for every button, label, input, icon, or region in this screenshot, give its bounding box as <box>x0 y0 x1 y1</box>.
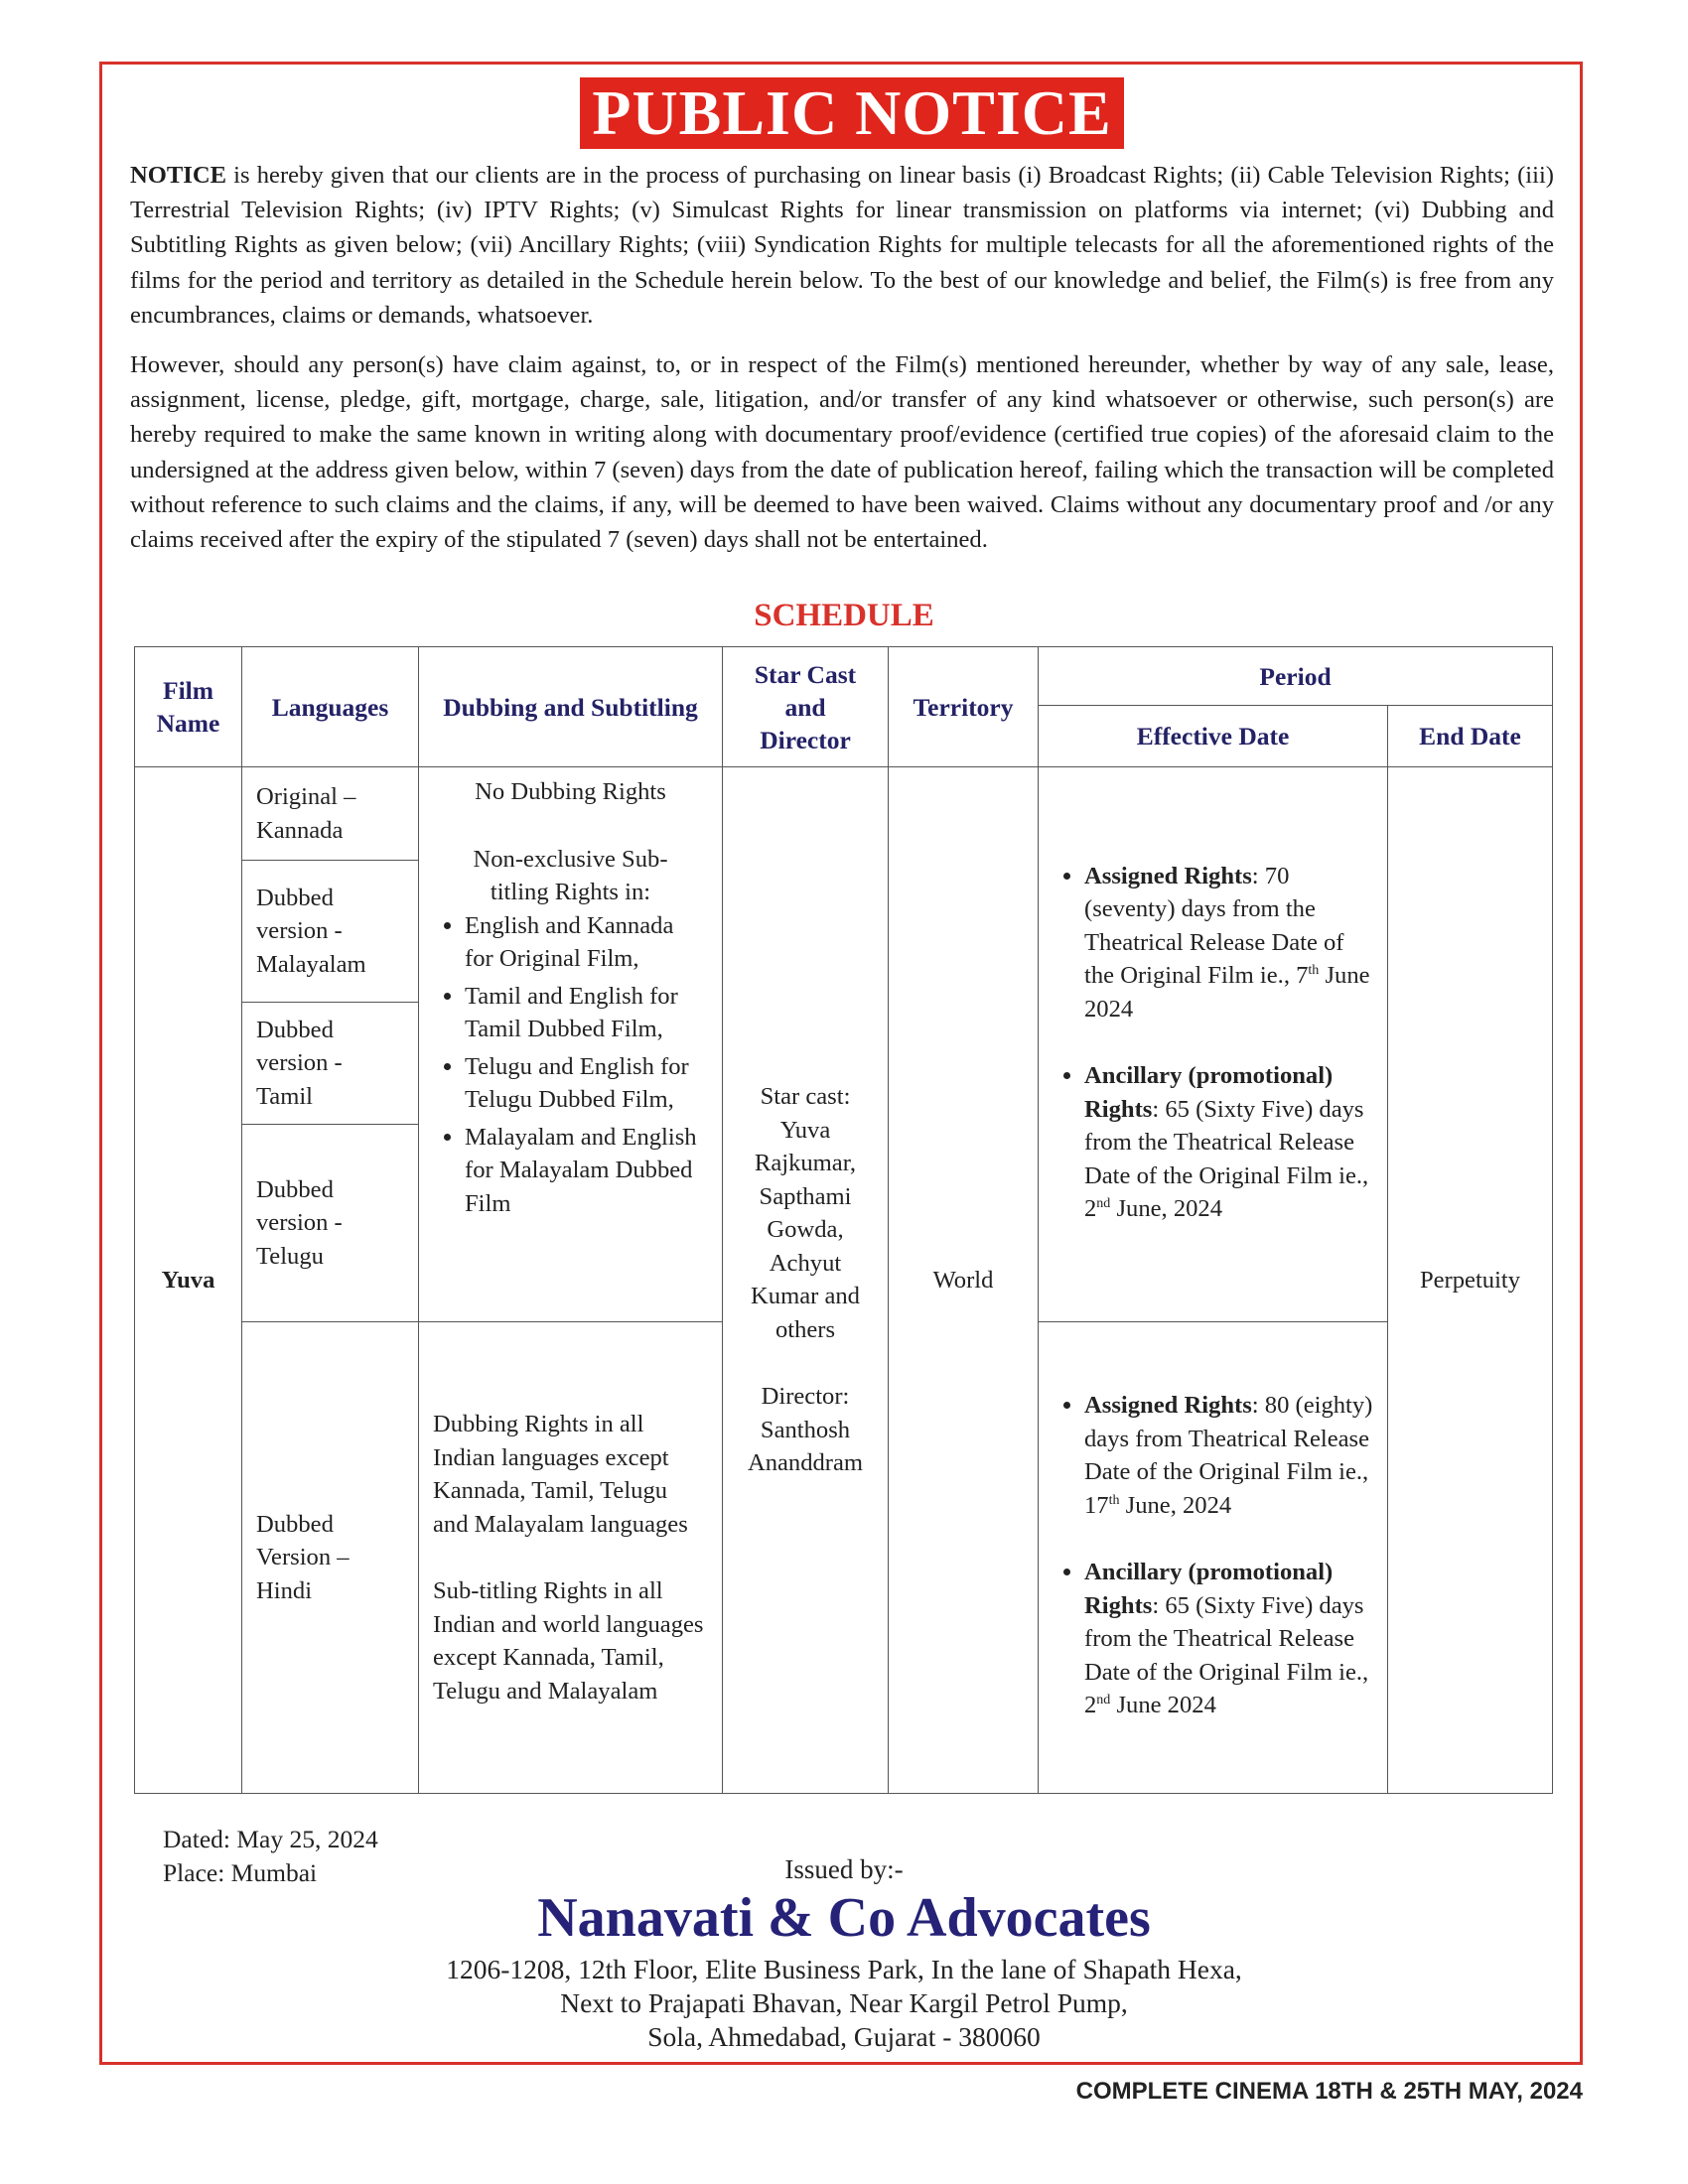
subtitling-item: • English and Kannada for Original Film, <box>465 909 708 976</box>
language-cell: Dubbed version - Tamil <box>242 1003 419 1125</box>
subtitling-item: • Tamil and English for Tamil Dubbed Film, <box>465 980 708 1046</box>
header-territory: Territory <box>889 647 1039 767</box>
effective-date-cell-1 <box>1039 767 1388 1322</box>
assigned-rights-item <box>1084 1389 1373 1522</box>
notice-paragraph-2: However, should any person(s) have claim against, to, or in respect of the Film(s) mentioned hereunder, whether by way of any sale, lease, assignment, license, pledge, gift, mortgage, charge, sale, litigation, and/or transfer of any kind whatsoever or otherwise, such person(s) are hereby required to make the same known in writing along with documentary proof/evidence (certified true copies) of the aforesaid claim to the undersigned at the address given below, within 7 (seven) days from the date of publication hereof, failing which the transaction will be completed without reference to such claims and the claims, if any, will be deemed to have been waived. Claims without any documentary proof and /or any claims received after the expiry of the stipulated 7 (seven) days shall not be entertained. <box>130 351 1554 554</box>
ancillary-rights-text: : 65 (Sixty Five) days from the Theatrical Release Date of the Original Film ie., 2 <box>1084 1095 1369 1222</box>
notice-paragraph-1 <box>130 158 1554 333</box>
assigned-rights-text: : 80 (eighty) days from Theatrical Release Date of the Original Film ie., 17 <box>1084 1392 1373 1519</box>
assigned-rights-label: Assigned Rights <box>1084 862 1252 889</box>
ancillary-rights-date: June 2024 <box>1110 1692 1216 1719</box>
notice-paragraph-1-text: is hereby given that our clients are in the process of purchasing on linear basis (i) Broadcast Rights; (ii) Cable Television Rights; (iii) Terrestrial Television Rights; (iv) IPTV Rights; (v) Simulcast Rights for linear transmission on platforms via internet; (vi) Dubbing and Subtitling Rights as given below; (vii) Ancillary Rights; (viii) Syndication Rights for multiple telecasts for all the aforementioned rights of the films for the period and territory as detailed in the Schedule herein below. To the best of our knowledge and belief, the Film(s) is free from any encumbrances, claims or demands, whatsoever. <box>130 162 1554 329</box>
language-cell: Original – Kannada <box>242 767 419 861</box>
address-line: 1206-1208, 12th Floor, Elite Business Park, In the lane of Shapath Hexa, <box>446 1954 1242 1984</box>
publication-credit: COMPLETE CINEMA 18TH & 25TH MAY, 2024 <box>1075 2078 1583 2105</box>
ordinal-suffix: nd <box>1096 1195 1111 1211</box>
assigned-rights-date: June 2024 <box>1084 962 1370 1023</box>
end-date-cell: Perpetuity <box>1388 767 1553 1794</box>
header-film-name: Film Name <box>135 647 242 767</box>
subtitling-item: • Telugu and English for Telugu Dubbed Film, <box>465 1050 708 1117</box>
schedule-table <box>134 646 1553 1794</box>
language-cell: Dubbed version - Telugu <box>242 1125 419 1322</box>
assigned-rights-item <box>1084 860 1373 1026</box>
place-text: Place: Mumbai <box>163 1858 318 1887</box>
language-cell: Dubbed version - Malayalam <box>242 861 419 1003</box>
assigned-rights-date: June, 2024 <box>1119 1491 1232 1519</box>
address-line: Sola, Ahmedabad, Gujarat - 380060 <box>647 2021 1041 2052</box>
assigned-rights-text: : 70 (seventy) days from the Theatrical Release Date of the Original Film ie., 7 <box>1084 862 1344 989</box>
dubbing-cell-1 <box>419 767 723 1322</box>
header-effective-date: Effective Date <box>1039 706 1388 767</box>
header-end-date: End Date <box>1388 706 1553 767</box>
film-name-cell: Yuva <box>135 767 242 1794</box>
no-dubbing-text: No Dubbing Rights <box>475 778 666 805</box>
header-period: Period <box>1039 647 1553 706</box>
effective-list-1 <box>1053 860 1373 1226</box>
subtitling-item: • Malayalam and English for Malayalam Dubbed Film <box>465 1121 708 1221</box>
public-notice-banner: PUBLIC NOTICE <box>580 77 1124 149</box>
subtitling-list <box>433 909 708 1221</box>
subtitling-rights-text: Sub-titling Rights in all Indian and world languages except Kannada, Tamil, Telugu and Malayalam <box>433 1577 704 1705</box>
ancillary-rights-label: Ancillary (promotional) Rights <box>1084 1559 1334 1619</box>
assigned-rights-label: Assigned Rights <box>1084 1392 1252 1420</box>
star-cast-names: Yuva Rajkumar, Sapthami Gowda, Achyut Kumar and others <box>751 1116 860 1343</box>
firm-address <box>0 1953 1688 2054</box>
ancillary-rights-text: : 65 (Sixty Five) days from the Theatrical Release Date of the Original Film ie., 2 <box>1084 1591 1369 1719</box>
notice-lead: NOTICE <box>130 162 227 189</box>
director-label: Director: <box>761 1383 850 1411</box>
director-name: Santhosh Ananddram <box>747 1416 864 1477</box>
subtitling-intro: Non-exclusive Sub-titling Rights in: <box>473 845 668 905</box>
dated-text: Dated: May 25, 2024 <box>163 1825 378 1853</box>
effective-date-cell-2 <box>1039 1322 1388 1794</box>
header-cast: Star Cast and Director <box>723 647 889 767</box>
ordinal-suffix: th <box>1108 1492 1120 1508</box>
address-line: Next to Prajapati Bhavan, Near Kargil Petrol Pump, <box>560 1987 1128 2018</box>
ordinal-suffix: nd <box>1096 1693 1111 1708</box>
effective-list-2 <box>1053 1389 1373 1722</box>
ancillary-rights-item <box>1084 1059 1373 1226</box>
header-dubbing: Dubbing and Subtitling <box>419 647 723 767</box>
ancillary-rights-item <box>1084 1556 1373 1722</box>
dubbing-rights-text: Dubbing Rights in all Indian languages except Kannada, Tamil, Telugu and Malayalam languages <box>433 1411 688 1538</box>
ancillary-rights-date: June, 2024 <box>1110 1195 1223 1222</box>
star-cast-label: Star cast: <box>760 1083 851 1111</box>
issued-by: Issued by:- <box>784 1854 904 1884</box>
language-cell: Dubbed Version – Hindi <box>242 1322 419 1794</box>
schedule-title: SCHEDULE <box>754 598 934 633</box>
header-languages: Languages <box>242 647 419 767</box>
territory-cell: World <box>889 767 1039 1794</box>
ancillary-rights-label: Ancillary (promotional) Rights <box>1084 1062 1334 1123</box>
dubbing-cell-2 <box>419 1322 723 1794</box>
firm-name: Nanavati & Co Advocates <box>537 1887 1151 1949</box>
ordinal-suffix: th <box>1308 962 1320 978</box>
cast-cell <box>723 767 889 1794</box>
